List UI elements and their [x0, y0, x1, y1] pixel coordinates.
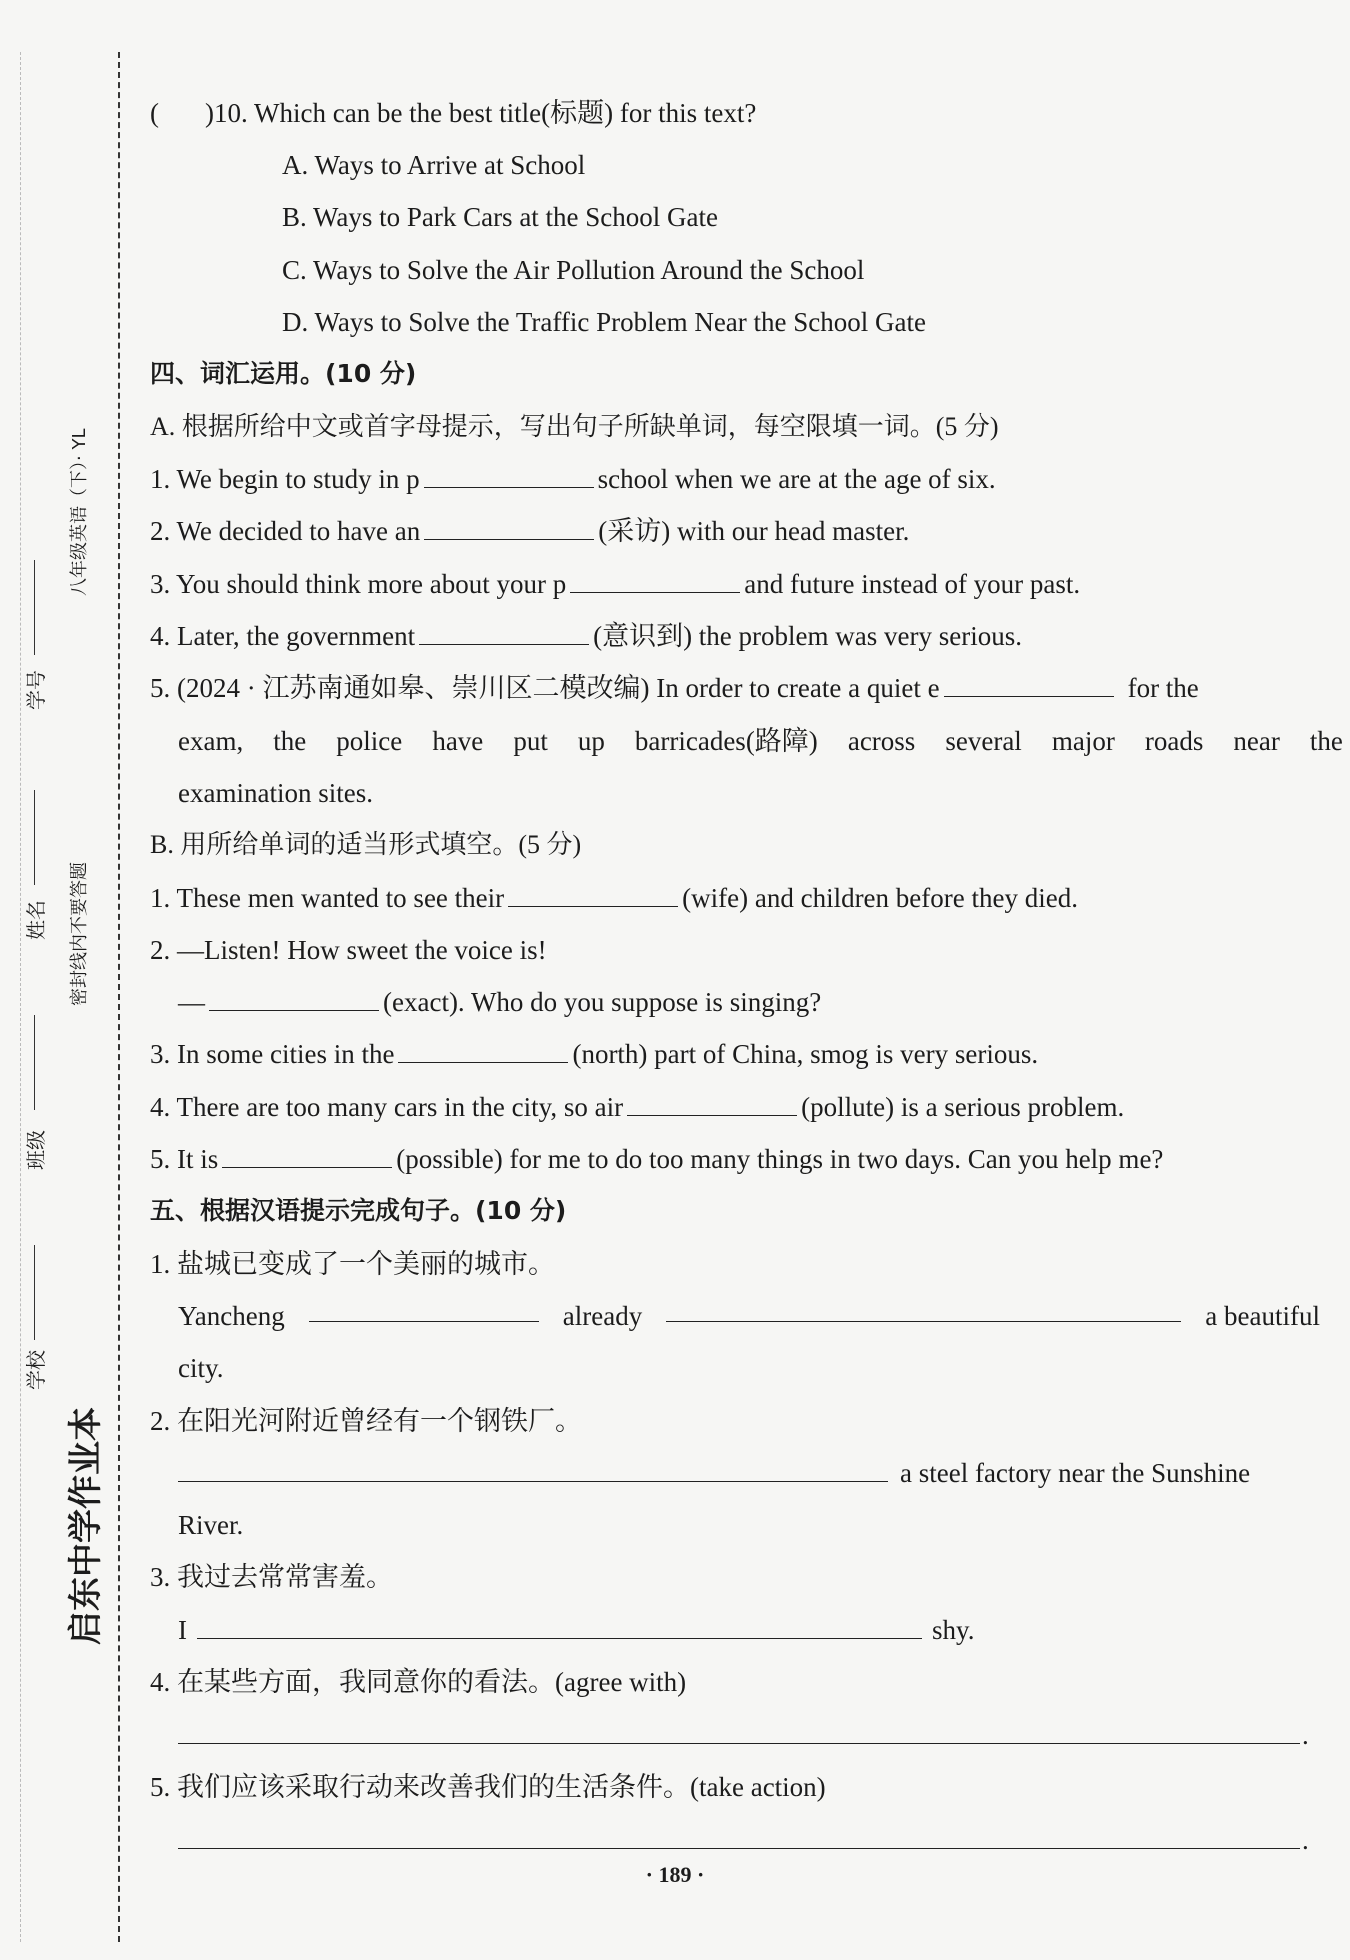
seal-note: 密封线内不要答题	[65, 858, 91, 1010]
q10-stem: ( )10. Which can be the best title(标题) for this text?	[150, 98, 757, 128]
s5-q4-blank[interactable]	[178, 1743, 1300, 1744]
school-field-label: 学校	[24, 1350, 48, 1390]
section4-partA-title: A. 根据所给中文或首字母提示，写出句子所缺单词，每空限填一词。(5 分)	[150, 412, 999, 441]
name-field-label: 姓名	[24, 900, 48, 940]
grade-tag: 八年级英语（下）· YL	[65, 425, 91, 600]
school-name: 启东中学作业本	[66, 1407, 106, 1645]
q10-option-a: A. Ways to Arrive at School	[282, 150, 586, 180]
name-field-line	[34, 790, 35, 885]
section5-title: 五、根据汉语提示完成句子。(10 分)	[150, 1196, 567, 1225]
s5-q3-chinese: 3. 我过去常常害羞。	[150, 1562, 393, 1592]
b2-blank[interactable]	[209, 988, 379, 1011]
s5-q2-line: a steel factory near the Sunshine	[178, 1456, 1250, 1490]
q10-option-d: D. Ways to Solve the Traffic Problem Near the School Gate	[282, 307, 926, 337]
s5-q5-chinese: 5. 我们应该采取行动来改善我们的生活条件。(take action)	[150, 1772, 826, 1802]
b3-blank[interactable]	[398, 1040, 568, 1063]
s5-q3-line: I shy.	[178, 1615, 975, 1645]
s5-q1-blank2[interactable]	[666, 1299, 1181, 1322]
b1-line: 1. These men wanted to see their (wife) and children before they died.	[150, 883, 1078, 913]
s5-q1-continuation: city.	[178, 1353, 224, 1383]
a2-line: 2. We decided to have an (采访) with our head master.	[150, 516, 910, 546]
s5-q2-blank[interactable]	[178, 1459, 888, 1482]
section4-partB-title: B. 用所给单词的适当形式填空。(5 分)	[150, 830, 582, 859]
page-number: · 189 ·	[645, 1862, 705, 1887]
s5-q3-blank[interactable]	[197, 1616, 922, 1639]
b2-line2: — (exact). Who do you suppose is singing?	[178, 987, 822, 1017]
number-field-label: 学号	[24, 670, 48, 710]
s5-q2-chinese: 2. 在阳光河附近曾经有一个钢铁厂。	[150, 1406, 582, 1436]
a5-blank[interactable]	[944, 674, 1114, 697]
a3-line: 3. You should think more about your p and future instead of your past.	[150, 569, 1081, 599]
s5-q5-period: .	[1302, 1825, 1309, 1855]
number-field-line	[34, 560, 35, 655]
s5-q5-blank[interactable]	[178, 1848, 1300, 1849]
s5-q1-chinese: 1. 盐城已变成了一个美丽的城市。	[150, 1249, 555, 1279]
a4-line: 4. Later, the government (意识到) the problem was very serious.	[150, 621, 1022, 651]
a5-line2: exam, the police have put up barricades(路障) across several major roads near the	[178, 726, 1343, 756]
a5-line3: examination sites.	[178, 778, 373, 808]
b3-line: 3. In some cities in the (north) part of China, smog is very serious.	[150, 1039, 1039, 1069]
a1-line: 1. We begin to study in p school when we are at the age of six.	[150, 464, 996, 494]
s5-q1-blank1[interactable]	[309, 1299, 539, 1322]
q10-option-b: B. Ways to Park Cars at the School Gate	[282, 202, 719, 232]
s5-q2-continuation: River.	[178, 1510, 244, 1540]
a2-blank[interactable]	[424, 517, 594, 540]
b2-line1: 2. —Listen! How sweet the voice is!	[150, 935, 547, 965]
b5-blank[interactable]	[222, 1145, 392, 1168]
answer-bracket[interactable]: (	[150, 98, 159, 128]
a4-blank[interactable]	[419, 622, 589, 645]
b1-blank[interactable]	[508, 884, 678, 907]
q10-option-c: C. Ways to Solve the Air Pollution Around the School	[282, 255, 865, 285]
page-edge-line	[20, 52, 21, 1942]
s5-q4-period: .	[1302, 1720, 1309, 1750]
seal-dashed-line	[118, 52, 120, 1942]
a5-line1: 5. (2024 · 江苏南通如皋、崇川区二模改编) In order to create a quiet e for the	[150, 673, 1199, 703]
s5-q4-chinese: 4. 在某些方面，我同意你的看法。(agree with)	[150, 1667, 687, 1697]
school-field-line	[34, 1245, 35, 1340]
b4-blank[interactable]	[627, 1093, 797, 1116]
class-field-label: 班级	[24, 1130, 48, 1170]
b5-line: 5. It is (possible) for me to do too many things in two days. Can you help me?	[150, 1144, 1164, 1174]
section4-title: 四、词汇运用。(10 分)	[150, 359, 417, 388]
s5-q1-line: Yancheng already a beautiful	[178, 1301, 1320, 1331]
a3-blank[interactable]	[570, 570, 740, 593]
class-field-line	[34, 1015, 35, 1110]
a1-blank[interactable]	[424, 465, 594, 488]
b4-line: 4. There are too many cars in the city, so air (pollute) is a serious problem.	[150, 1092, 1125, 1122]
